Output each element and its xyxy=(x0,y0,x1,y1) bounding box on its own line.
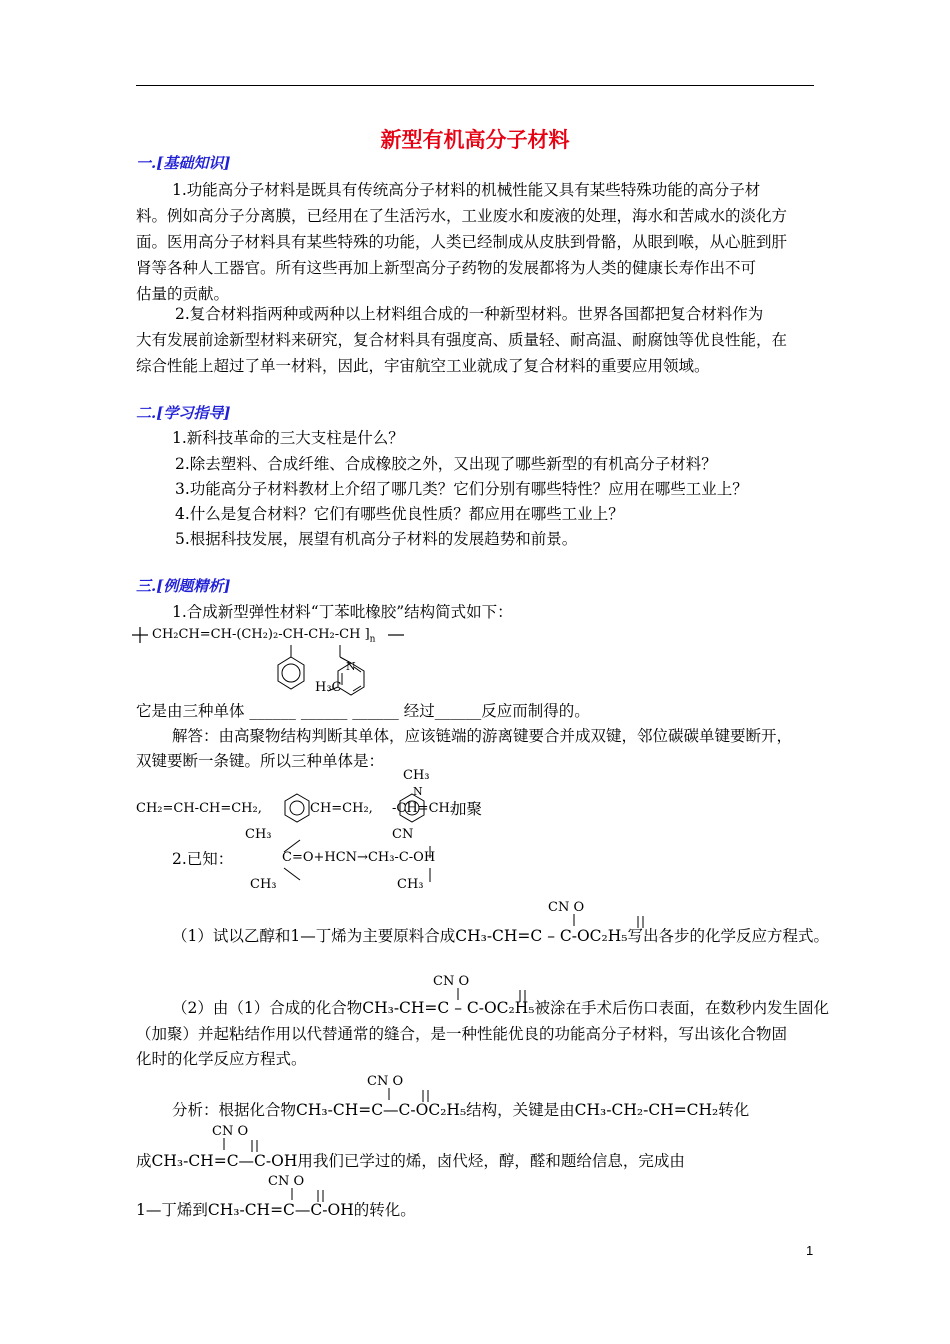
analysis-line2: 成CH₃-CH=C—C-OH用我们已学过的烯，卤代烃，醇，醛和题给信息，完成由 xyxy=(136,1152,685,1170)
basics-p1-line3: 面。医用高分子材料具有某些特殊的功能，人类已经制成从皮肤到骨骼，从眼到喉，从心脏到肝 xyxy=(136,233,788,251)
question2-line3: 化时的化学反应方程式。 xyxy=(136,1050,307,1068)
analysis-cn-o-2: CN O xyxy=(212,1124,249,1139)
guide-item-2: 2.除去塑料、合成纤维、合成橡胶之外，又出现了哪些新型的有机高分子材料？ xyxy=(175,455,717,473)
basics-p1-line5: 估量的贡献。 xyxy=(136,285,230,303)
basics-p1-line2: 料。例如高分子分离膜，已经用在了生活污水，工业废水和废液的处理，海水和苦咸水的淡化方 xyxy=(136,207,788,225)
monomer2: CH=CH₂, xyxy=(310,801,373,816)
question2-line2: （加聚）并起粘结作用以代替通常的缝合，是一种性能优良的功能高分子材料，写出该化合物固 xyxy=(136,1025,788,1043)
example1-answer-line1: 解答：由高聚物结构判断其单体，应该链端的游离键要合并成双键，邻位碳碳单键要断开， xyxy=(172,727,793,745)
basics-p2-line2: 大有发展前途新型材料来研究，复合材料具有强度高、质量轻、耐高温、耐腐蚀等优良性能，在 xyxy=(136,331,788,349)
q2-cn-o: CN O xyxy=(433,974,470,989)
rubber-formula-text: CH₂CH=CH-(CH₂)₂-CH-CH₂-CH ] xyxy=(152,627,370,642)
ex2-reaction: C=O+HCN→CH₃-C-OH xyxy=(282,850,436,865)
section-heading-guide: 二.[学习指导] xyxy=(136,404,231,422)
analysis-cn-o-3: CN O xyxy=(268,1174,305,1189)
basics-p2-line1: 2.复合材料指两种或两种以上材料组合成的一种新型材料。世界各国都把复合材料作为 xyxy=(175,305,764,323)
guide-item-4: 4.什么是复合材料？它们有哪些优良性质？都应用在哪些工业上？ xyxy=(175,505,624,523)
monomer3-n: N xyxy=(413,785,423,798)
basics-p1-line1: 1.功能高分子材料是既具有传统高分子材料的机械性能又具有某些特殊功能的高分子材 xyxy=(172,181,761,199)
pyridine-n-label: N xyxy=(346,660,356,673)
ex2-cn-label: CN xyxy=(392,827,414,842)
basics-p2-line3: 综合性能上超过了单一材料，因此，宇宙航空工业就成了复合材料的重要应用领域。 xyxy=(136,357,710,375)
ex2-methyl-top: CH₃ xyxy=(245,827,272,842)
section-heading-basics: 一.[基础知识] xyxy=(136,154,231,172)
section-heading-examples: 三.[例题精析] xyxy=(136,577,231,595)
question1: （1）试以乙醇和1—丁烯为主要原料合成CH₃-CH=C – C-OC₂H₅写出各步的化学反应方程式。 xyxy=(172,927,829,945)
q1-cn-o: CN O xyxy=(548,900,585,915)
rubber-formula-n: n xyxy=(369,634,376,645)
guide-item-5: 5.根据科技发展，展望有机高分子材料的发展趋势和前景。 xyxy=(175,530,578,548)
basics-p1-line4: 肾等各种人工器官。所有这些再加上新型高分子药物的发展都将为人类的健康长寿作出不可 xyxy=(136,259,757,277)
guide-item-1: 1.新科技革命的三大支柱是什么？ xyxy=(172,429,404,447)
example2-label: 2.已知： xyxy=(172,850,234,868)
example1-answer-line2: 双键要断一条键。所以三种单体是： xyxy=(136,752,385,770)
rubber-formula xyxy=(152,627,375,645)
header-rule xyxy=(136,85,814,86)
analysis-cn-o-1: CN O xyxy=(367,1074,404,1089)
ex2-methyl-bottom-right: CH₃ xyxy=(397,877,424,892)
guide-item-3: 3.功能高分子材料教材上介绍了哪几类？它们分别有哪些特性？应用在哪些工业上？ xyxy=(175,480,748,498)
monomer3: -CH=CH₂ xyxy=(392,801,456,816)
page-title: 新型有机高分子材料 xyxy=(380,127,570,152)
analysis-line3: 1—丁烯到CH₃-CH=C—C-OH的转化。 xyxy=(136,1201,416,1219)
polymerization-label: 加聚 xyxy=(451,800,483,818)
example1-intro: 1.合成新型弹性材料“丁苯吡橡胶”结构简式如下： xyxy=(172,603,513,621)
monomer3-methyl: CH₃ xyxy=(403,768,430,783)
analysis-line1: 分析：根据化合物CH₃-CH=C—C-OC₂H₅结构，关键是由CH₃-CH₂-CH=CH₂转化 xyxy=(172,1101,750,1119)
methyl-label: H₃C xyxy=(315,680,342,695)
page-number: 1 xyxy=(806,1243,814,1258)
ex2-methyl-bottom-left: CH₃ xyxy=(250,877,277,892)
monomer1: CH₂=CH-CH=CH₂, xyxy=(136,801,262,816)
example1-question: 它是由三种单体 ______ ______ ______ 经过______反应而制得的。 xyxy=(136,702,590,720)
question2-line1: （2）由（1）合成的化合物CH₃-CH=C – C-OC₂H₅被涂在手术后伤口表面，在数秒内发生固化 xyxy=(172,999,829,1017)
